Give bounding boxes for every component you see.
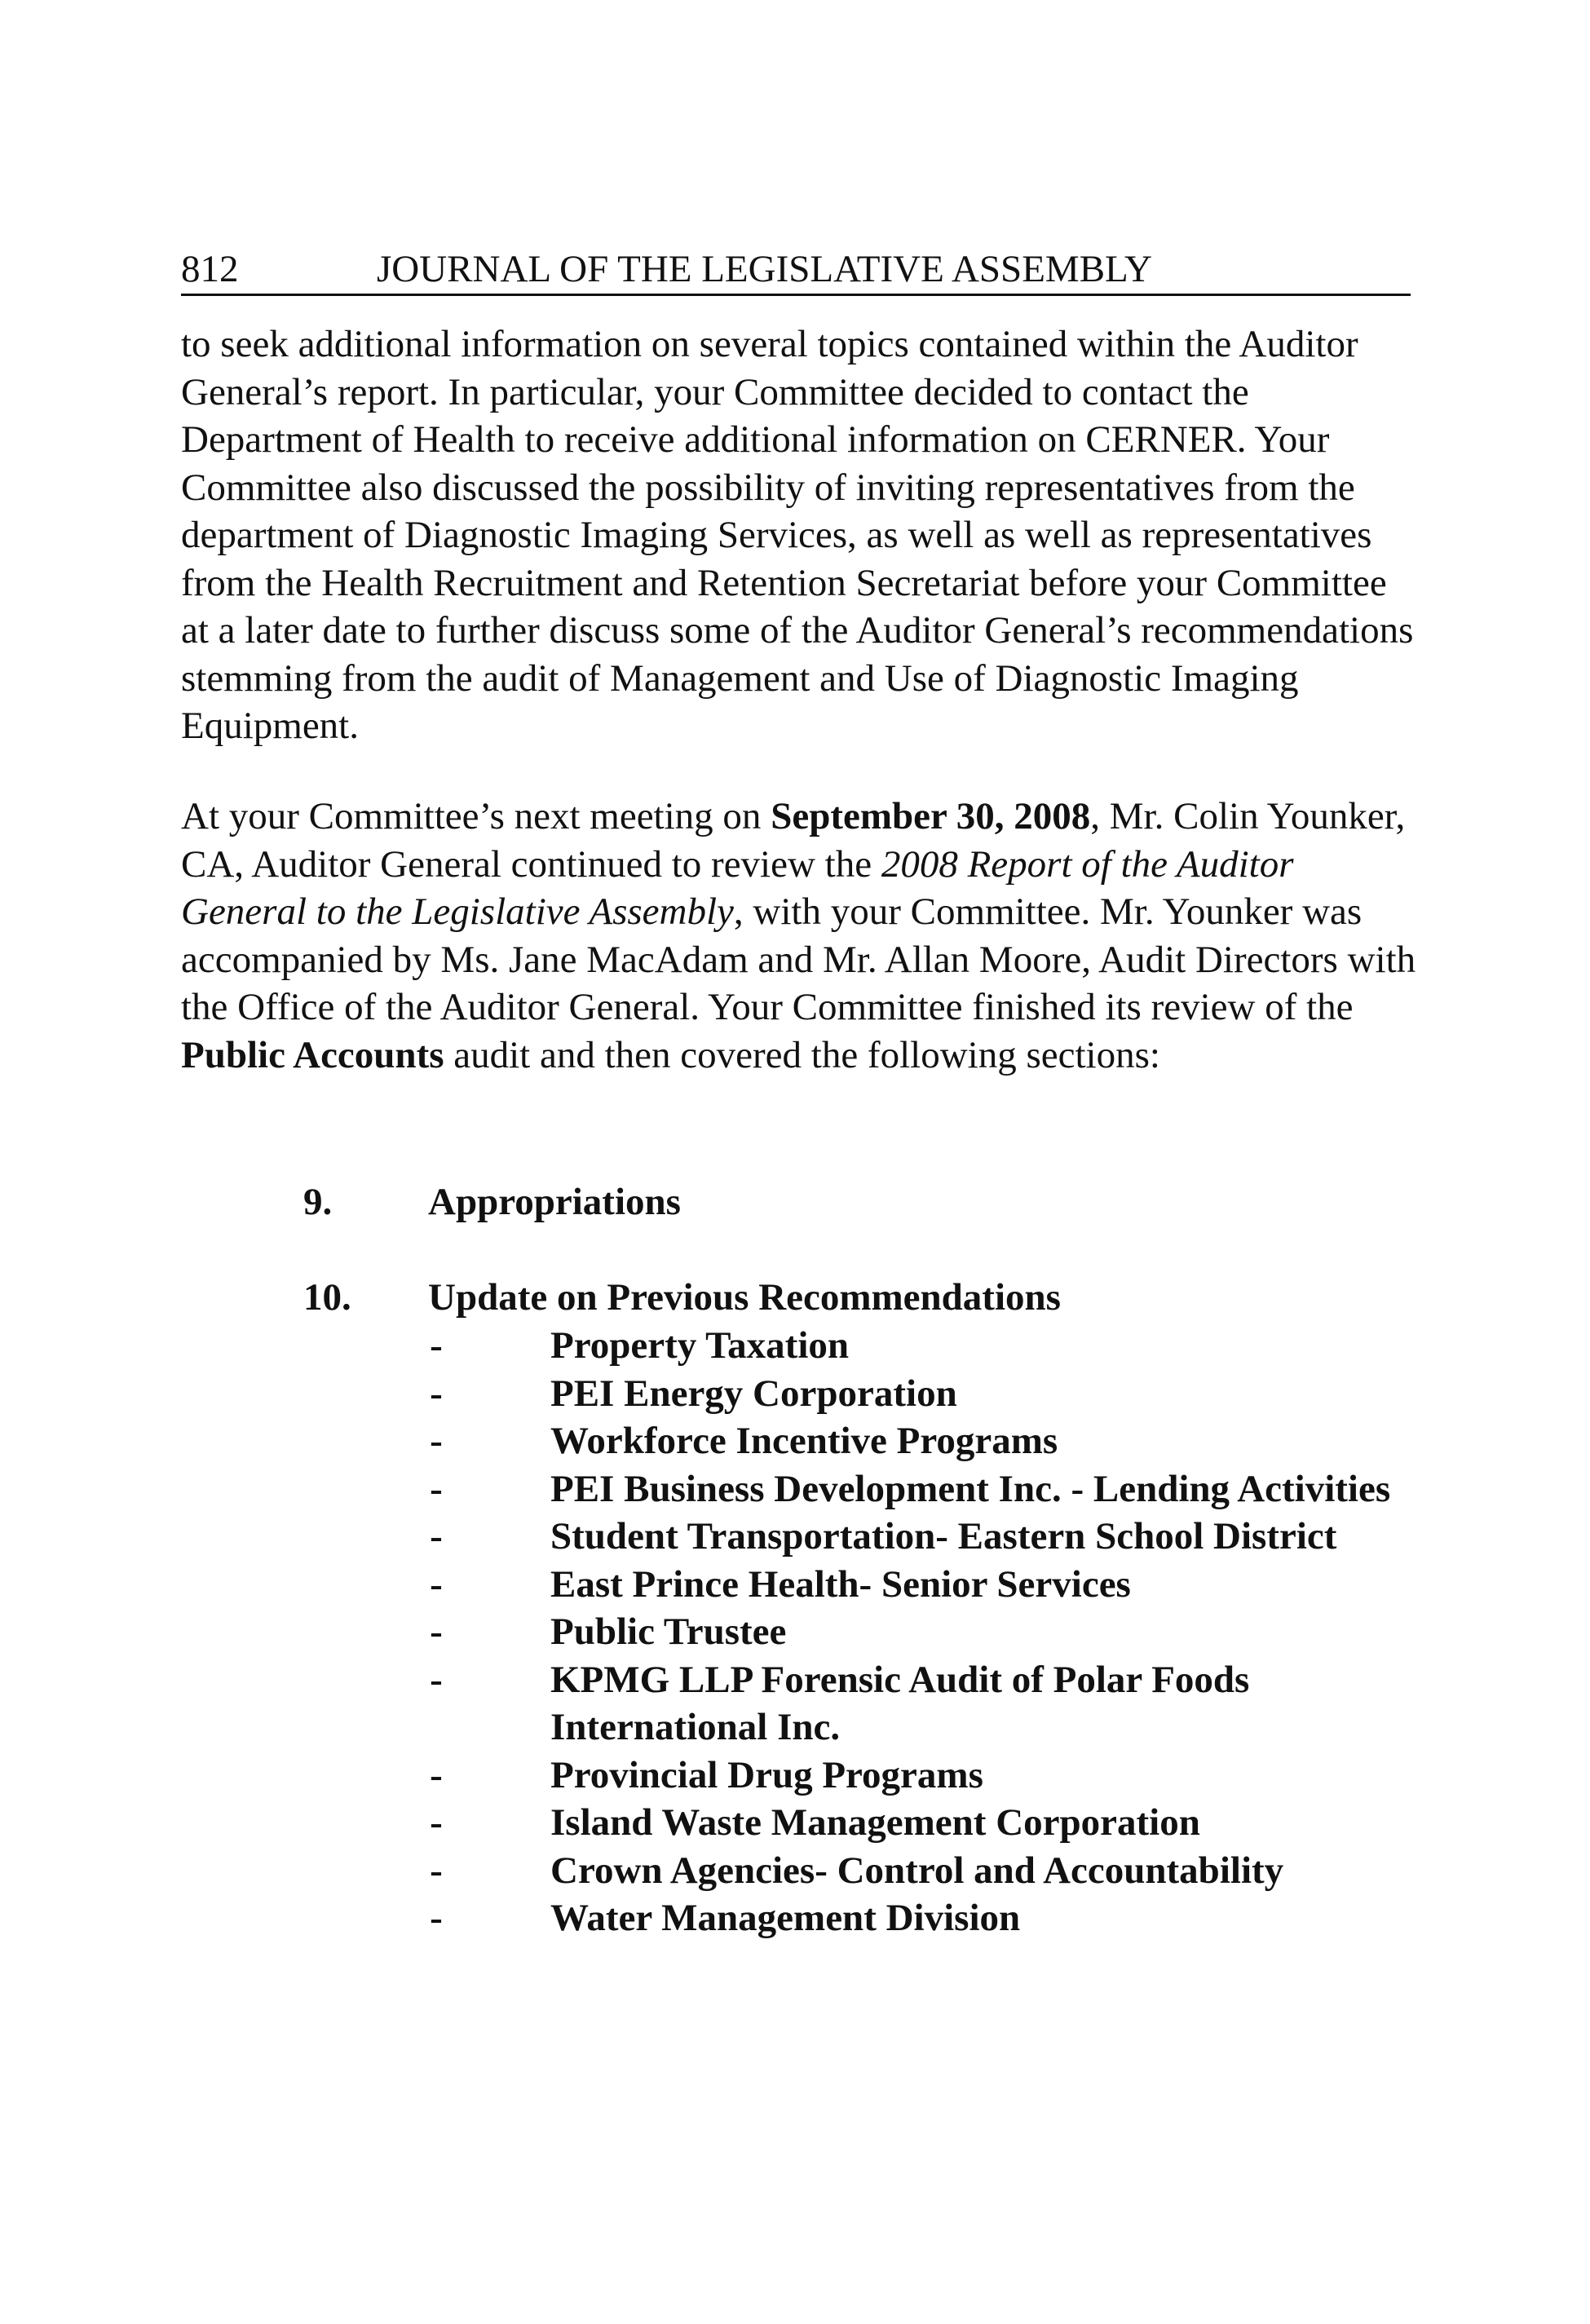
list-item: [424, 1465, 1427, 1513]
bullet-dash: -: [430, 1658, 443, 1701]
list-item-text: East Prince Health- Senior Services: [550, 1562, 1131, 1606]
list-item: [424, 1894, 1427, 1942]
paragraph-text: , with your Committee. Mr. Younker was accompanied by Ms. Jane MacAdam and Mr. Allan Moore, Audit Directors with the Office of the Auditor General. Your Committee finished its review of the: [181, 890, 1416, 1028]
bullet-dash: -: [430, 1420, 443, 1462]
paragraph-text: audit and then covered the following sections:: [444, 1033, 1160, 1076]
list-item: [424, 1656, 1427, 1752]
bullet-dash: -: [430, 1897, 443, 1939]
report-title: 2008 Report of the Auditor General to the Legislative Assembly: [181, 842, 1294, 933]
sub-item-list: [424, 1322, 1427, 1942]
list-item-text: Water Management Division: [550, 1897, 1021, 1939]
section-title: Update on Previous Recommendations: [428, 1276, 1061, 1319]
list-item-text: Island Waste Management Corporation: [550, 1801, 1200, 1844]
audit-name: Public Accounts: [181, 1033, 444, 1076]
body-paragraph-2: [181, 793, 1420, 1079]
meeting-date: September 30, 2008: [771, 795, 1091, 837]
bullet-dash: -: [430, 1467, 443, 1510]
list-item: [424, 1752, 1427, 1800]
page-number: 812: [181, 248, 239, 290]
list-item-text: Workforce Incentive Programs: [550, 1420, 1058, 1462]
list-item: [424, 1513, 1427, 1561]
bullet-dash: -: [430, 1801, 443, 1844]
list-item-text: Provincial Drug Programs: [550, 1753, 983, 1796]
section-number: 10.: [303, 1276, 351, 1319]
list-item: [424, 1370, 1427, 1418]
list-item-text: Property Taxation: [550, 1324, 850, 1367]
list-item: [424, 1799, 1427, 1847]
body-paragraph-1: to seek additional information on several topics contained within the Auditor General’s report. In particular, your Committee decided to contact the Department of Health to receive additional information on CERNER. Your Committee also discussed the possibility of inviting representatives from the department of Diagnostic Imaging Services, as well as well as representatives from the Health Recruitment and Retention Secretariat before your Committee at a later date to further discuss some of the Auditor General’s recommendations stemming from the audit of Management and Use of Diagnostic Imaging Equipment.: [181, 323, 1414, 747]
bullet-dash: -: [430, 1849, 443, 1892]
list-item-text: Crown Agencies- Control and Accountability: [550, 1849, 1284, 1892]
paragraph-text: , Mr. Colin Younker, CA, Auditor General continued to review the: [181, 795, 1406, 886]
list-item-text: Public Trustee: [550, 1610, 787, 1653]
list-item-text: PEI Business Development Inc. - Lending Activities: [550, 1467, 1391, 1510]
bullet-dash: -: [430, 1610, 443, 1653]
bullet-dash: -: [430, 1324, 443, 1367]
bullet-dash: -: [430, 1562, 443, 1606]
list-item: [424, 1847, 1427, 1895]
section-title: Appropriations: [428, 1181, 681, 1223]
list-item-text: PEI Energy Corporation: [550, 1372, 957, 1415]
list-item: [424, 1561, 1427, 1609]
running-title: JOURNAL OF THE LEGISLATIVE ASSEMBLY: [377, 248, 1152, 290]
bullet-dash: -: [430, 1753, 443, 1796]
page-header: [181, 245, 1411, 296]
list-item: [424, 1417, 1427, 1465]
list-item: [424, 1322, 1427, 1370]
bullet-dash: -: [430, 1372, 443, 1415]
list-item-text: Student Transportation- Eastern School District: [550, 1515, 1337, 1557]
bullet-dash: -: [430, 1515, 443, 1557]
list-item: [424, 1608, 1427, 1656]
list-item-text: KPMG LLP Forensic Audit of Polar Foods International Inc.: [550, 1658, 1250, 1748]
paragraph-text: At your Committee’s next meeting on: [181, 795, 771, 837]
section-number: 9.: [303, 1181, 333, 1223]
